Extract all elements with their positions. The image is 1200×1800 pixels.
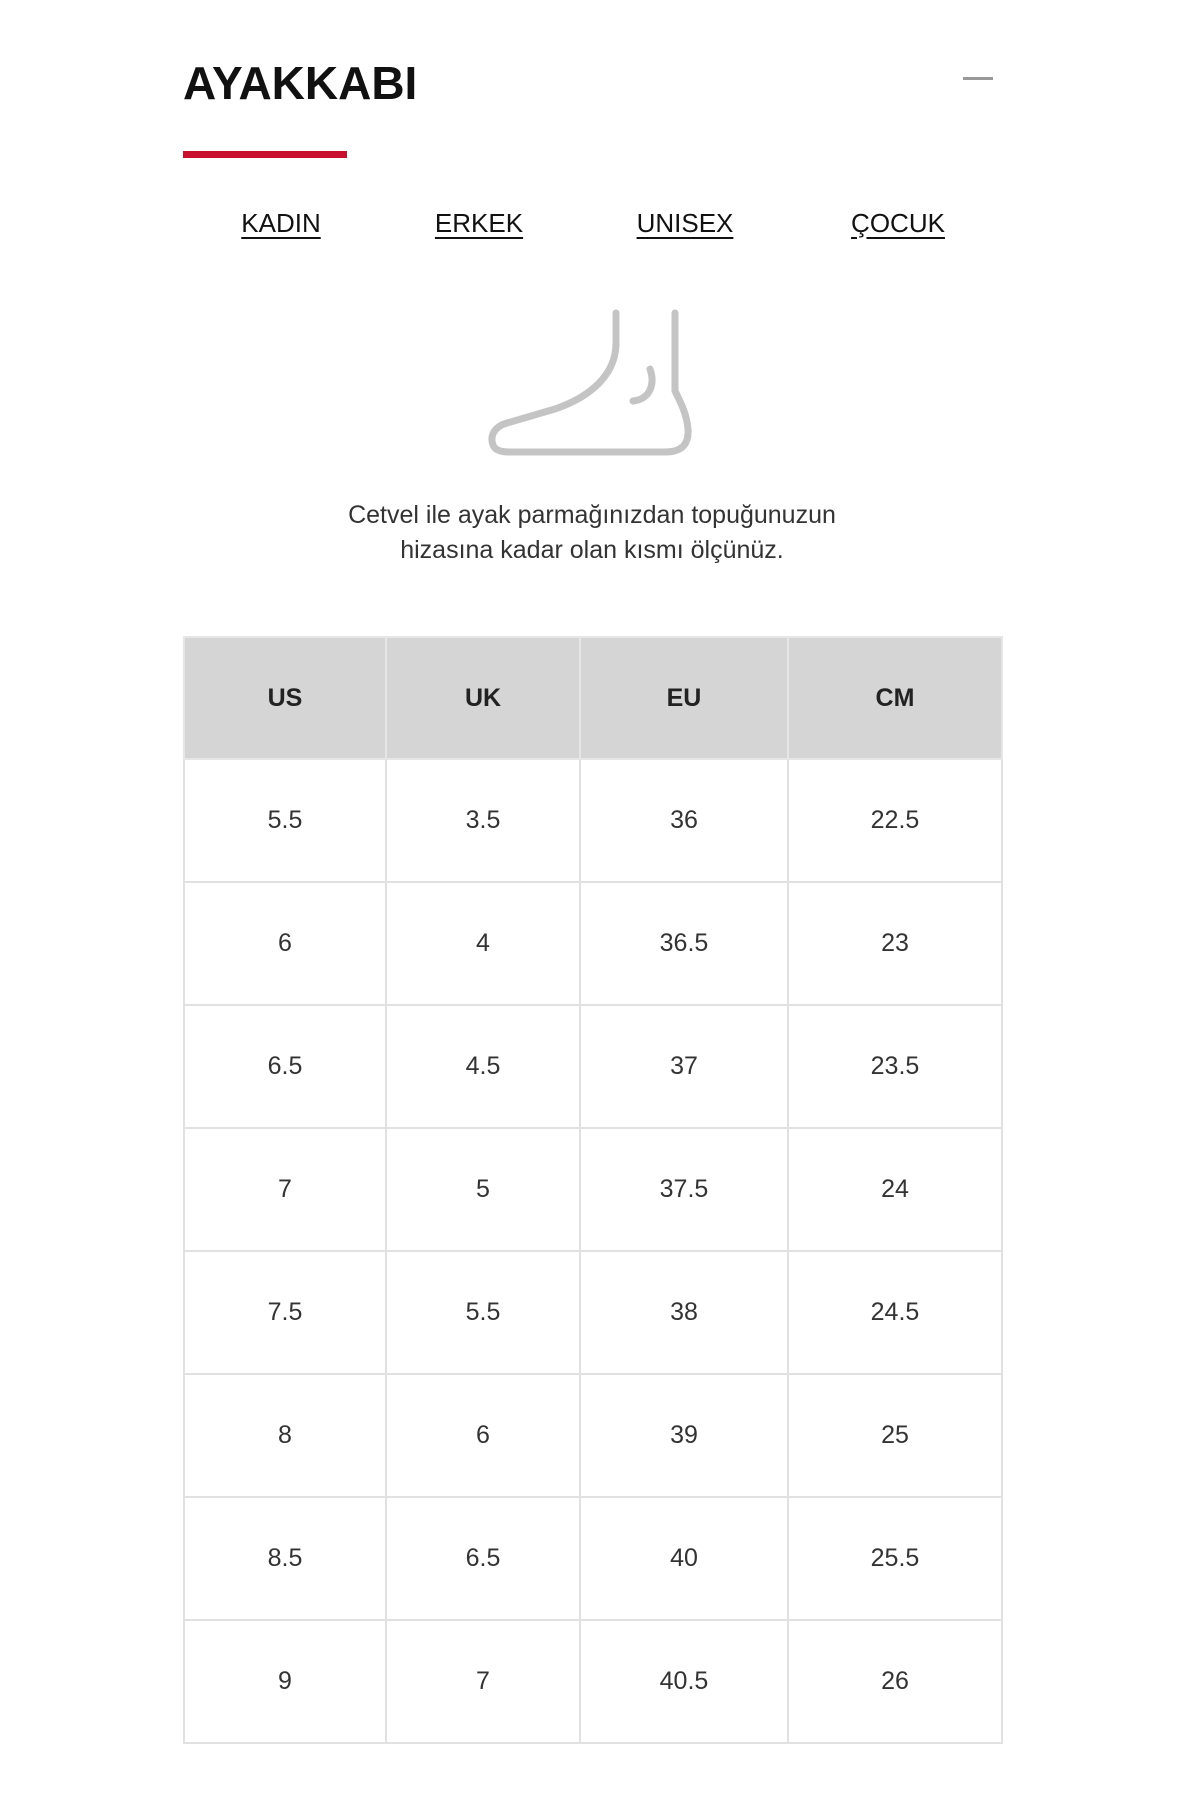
table-row (184, 1620, 1002, 1743)
cell-uk: 5 (386, 1128, 580, 1251)
size-chart-table (183, 636, 1003, 1744)
cell-uk: 5.5 (386, 1251, 580, 1374)
table-header-row (184, 637, 1002, 759)
cell-cm: 23.5 (788, 1005, 1002, 1128)
header-cm: CM (788, 637, 1002, 759)
cell-eu: 36 (580, 759, 788, 882)
cell-us: 6.5 (184, 1005, 386, 1128)
cell-eu: 38 (580, 1251, 788, 1374)
cell-uk: 4 (386, 882, 580, 1005)
measurement-instructions (183, 498, 1001, 568)
header-eu: EU (580, 637, 788, 759)
cell-eu: 40.5 (580, 1620, 788, 1743)
cell-uk: 3.5 (386, 759, 580, 882)
table-row (184, 1374, 1002, 1497)
table-row (184, 1128, 1002, 1251)
cell-cm: 26 (788, 1620, 1002, 1743)
cell-eu: 39 (580, 1374, 788, 1497)
cell-us: 6 (184, 882, 386, 1005)
cell-us: 7.5 (184, 1251, 386, 1374)
header-us: US (184, 637, 386, 759)
cell-cm: 25 (788, 1374, 1002, 1497)
tab-kadin[interactable]: KADIN (241, 208, 321, 238)
header-uk: UK (386, 637, 580, 759)
tab-erkek[interactable]: ERKEK (434, 208, 524, 238)
table-row (184, 759, 1002, 882)
table-row (184, 882, 1002, 1005)
table-row (184, 1251, 1002, 1374)
tab-unisex[interactable]: UNISEX (636, 208, 734, 238)
cell-cm: 23 (788, 882, 1002, 1005)
instructions-line-1: Cetvel ile ayak parmağınızdan topuğunuzun (348, 501, 836, 529)
cell-us: 8.5 (184, 1497, 386, 1620)
cell-eu: 40 (580, 1497, 788, 1620)
foot-measure-icon (485, 305, 705, 460)
page-title: AYAKKABI (183, 57, 418, 109)
cell-cm: 24.5 (788, 1251, 1002, 1374)
cell-us: 9 (184, 1620, 386, 1743)
title-accent-underline (183, 151, 347, 158)
cell-eu: 36.5 (580, 882, 788, 1005)
cell-uk: 7 (386, 1620, 580, 1743)
cell-cm: 24 (788, 1128, 1002, 1251)
cell-cm: 25.5 (788, 1497, 1002, 1620)
tab-cocuk[interactable]: ÇOCUK (851, 208, 945, 238)
cell-us: 8 (184, 1374, 386, 1497)
table-row (184, 1005, 1002, 1128)
cell-uk: 6 (386, 1374, 580, 1497)
cell-us: 5.5 (184, 759, 386, 882)
cell-eu: 37.5 (580, 1128, 788, 1251)
instructions-line-2: hizasına kadar olan kısmı ölçünüz. (400, 536, 784, 564)
cell-cm: 22.5 (788, 759, 1002, 882)
cell-uk: 4.5 (386, 1005, 580, 1128)
collapse-button[interactable] (963, 71, 993, 95)
table-row (184, 1497, 1002, 1620)
cell-uk: 6.5 (386, 1497, 580, 1620)
cell-us: 7 (184, 1128, 386, 1251)
minus-icon (963, 77, 993, 80)
gender-tabs (183, 208, 1001, 248)
cell-eu: 37 (580, 1005, 788, 1128)
